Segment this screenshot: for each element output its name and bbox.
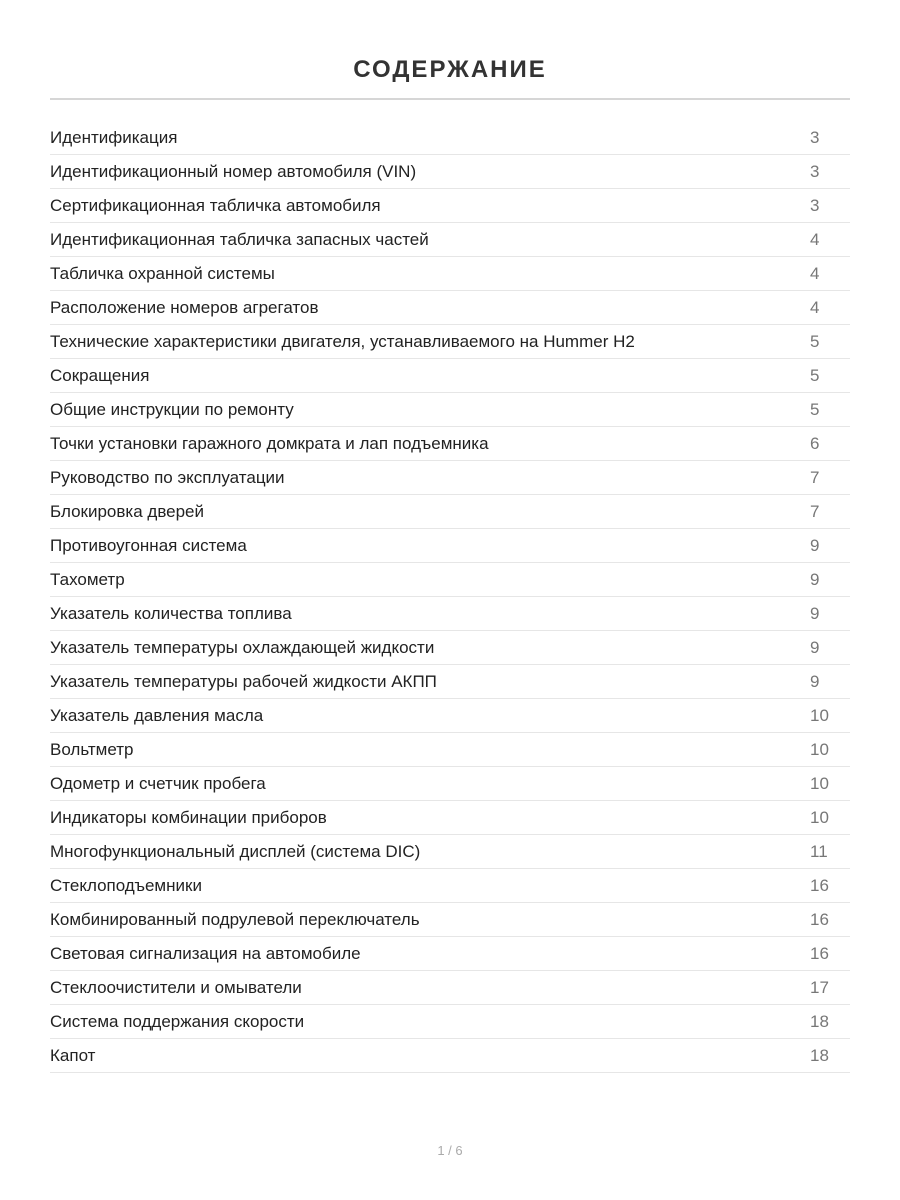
toc-entry[interactable] <box>50 767 850 801</box>
toc-entry[interactable] <box>50 529 850 563</box>
toc-entry-title[interactable]: Противоугонная система <box>50 535 247 555</box>
toc-entry[interactable] <box>50 1039 850 1073</box>
toc-entry[interactable] <box>50 257 850 291</box>
toc-entry[interactable] <box>50 461 850 495</box>
toc-entry[interactable] <box>50 937 850 971</box>
toc-entry-page-number: 3 <box>810 161 820 181</box>
toc-entry-title[interactable]: Идентификационная табличка запасных частей <box>50 229 429 249</box>
toc-entry[interactable] <box>50 291 850 325</box>
toc-entry-title[interactable]: Общие инструкции по ремонту <box>50 399 294 419</box>
toc-entry-page-number: 9 <box>810 603 820 623</box>
toc-entry-title[interactable]: Табличка охранной системы <box>50 263 275 283</box>
toc-entry[interactable] <box>50 155 850 189</box>
toc-entry-page-number: 5 <box>810 365 820 385</box>
toc-entry[interactable] <box>50 223 850 257</box>
toc-entry-page-number: 10 <box>810 739 829 759</box>
toc-entry-page-number: 18 <box>810 1045 829 1065</box>
title-divider <box>50 98 850 100</box>
toc-entry-title[interactable]: Указатель давления масла <box>50 705 264 725</box>
toc-entry-page-number: 3 <box>810 127 820 147</box>
toc-entry[interactable] <box>50 733 850 767</box>
toc-entry-page-number: 5 <box>810 399 820 419</box>
toc-entry-page-number: 6 <box>810 433 820 453</box>
toc-entry-title[interactable]: Стеклоподъемники <box>50 875 202 895</box>
toc-entry-title[interactable]: Руководство по эксплуатации <box>50 467 285 487</box>
toc-entry-title[interactable]: Многофункциональный дисплей (система DIC) <box>50 841 421 861</box>
toc-entry[interactable] <box>50 495 850 529</box>
toc-entry-title[interactable]: Идентификационный номер автомобиля (VIN) <box>50 161 417 181</box>
toc-entry-page-number: 16 <box>810 943 829 963</box>
toc-entry[interactable] <box>50 121 850 155</box>
toc-entry-title[interactable]: Расположение номеров агрегатов <box>50 297 319 317</box>
toc-entry[interactable] <box>50 1005 850 1039</box>
toc-entry-page-number: 4 <box>810 297 820 317</box>
toc-entry-page-number: 4 <box>810 263 820 283</box>
toc-entry[interactable] <box>50 325 850 359</box>
toc-entry[interactable] <box>50 665 850 699</box>
toc-entry-title[interactable]: Технические характеристики двигателя, устанавливаемого на Hummer H2 <box>50 331 635 351</box>
toc-entry-page-number: 10 <box>810 807 829 827</box>
page-indicator: 1 / 6 <box>437 1143 463 1158</box>
toc-entry[interactable] <box>50 835 850 869</box>
toc-entry-page-number: 9 <box>810 535 820 555</box>
toc-entry-title[interactable]: Сокращения <box>50 365 150 385</box>
page-title: СОДЕРЖАНИЕ <box>353 56 547 84</box>
toc-entry-page-number: 5 <box>810 331 820 351</box>
toc-entry[interactable] <box>50 597 850 631</box>
toc-entry[interactable] <box>50 903 850 937</box>
toc-entry[interactable] <box>50 189 850 223</box>
toc-entry-title[interactable]: Комбинированный подрулевой переключатель <box>50 909 420 929</box>
toc-entry-page-number: 11 <box>810 841 828 861</box>
toc-entry-page-number: 10 <box>810 705 829 725</box>
toc-entry[interactable] <box>50 631 850 665</box>
toc-entry-title[interactable]: Тахометр <box>50 569 125 589</box>
toc-entry-page-number: 9 <box>810 569 820 589</box>
toc-entry-title[interactable]: Капот <box>50 1045 96 1065</box>
toc-entry-page-number: 4 <box>810 229 820 249</box>
toc-entry-page-number: 16 <box>810 875 829 895</box>
toc-entry-page-number: 9 <box>810 671 820 691</box>
toc-entry-page-number: 10 <box>810 773 829 793</box>
toc-entry-page-number: 9 <box>810 637 820 657</box>
toc-entry-title[interactable]: Указатель температуры охлаждающей жидкости <box>50 637 435 657</box>
toc-entry-page-number: 7 <box>810 467 820 487</box>
toc-entry-title[interactable]: Указатель температуры рабочей жидкости АКПП <box>50 671 437 691</box>
toc-entry-page-number: 3 <box>810 195 820 215</box>
toc-entry-title[interactable]: Сертификационная табличка автомобиля <box>50 195 381 215</box>
toc-entry-title[interactable]: Стеклоочистители и омыватели <box>50 977 302 997</box>
toc-entry[interactable] <box>50 393 850 427</box>
toc-entry-title[interactable]: Индикаторы комбинации приборов <box>50 807 327 827</box>
toc-entry-title[interactable]: Блокировка дверей <box>50 501 205 521</box>
toc-entry-title[interactable]: Вольтметр <box>50 739 134 759</box>
table-of-contents <box>50 121 850 1073</box>
toc-entry[interactable] <box>50 427 850 461</box>
toc-entry-page-number: 18 <box>810 1011 829 1031</box>
toc-entry[interactable] <box>50 563 850 597</box>
toc-entry[interactable] <box>50 699 850 733</box>
toc-entry-title[interactable]: Идентификация <box>50 127 178 147</box>
toc-entry[interactable] <box>50 801 850 835</box>
toc-entry-page-number: 17 <box>810 977 829 997</box>
toc-entry-page-number: 7 <box>810 501 820 521</box>
toc-entry[interactable] <box>50 359 850 393</box>
toc-entry-title[interactable]: Точки установки гаражного домкрата и лап подъемника <box>50 433 489 453</box>
toc-entry-title[interactable]: Световая сигнализация на автомобиле <box>50 943 361 963</box>
toc-entry[interactable] <box>50 869 850 903</box>
toc-entry-page-number: 16 <box>810 909 829 929</box>
toc-entry-title[interactable]: Указатель количества топлива <box>50 603 292 623</box>
toc-entry[interactable] <box>50 971 850 1005</box>
toc-entry-title[interactable]: Одометр и счетчик пробега <box>50 773 266 793</box>
toc-entry-title[interactable]: Система поддержания скорости <box>50 1011 305 1031</box>
